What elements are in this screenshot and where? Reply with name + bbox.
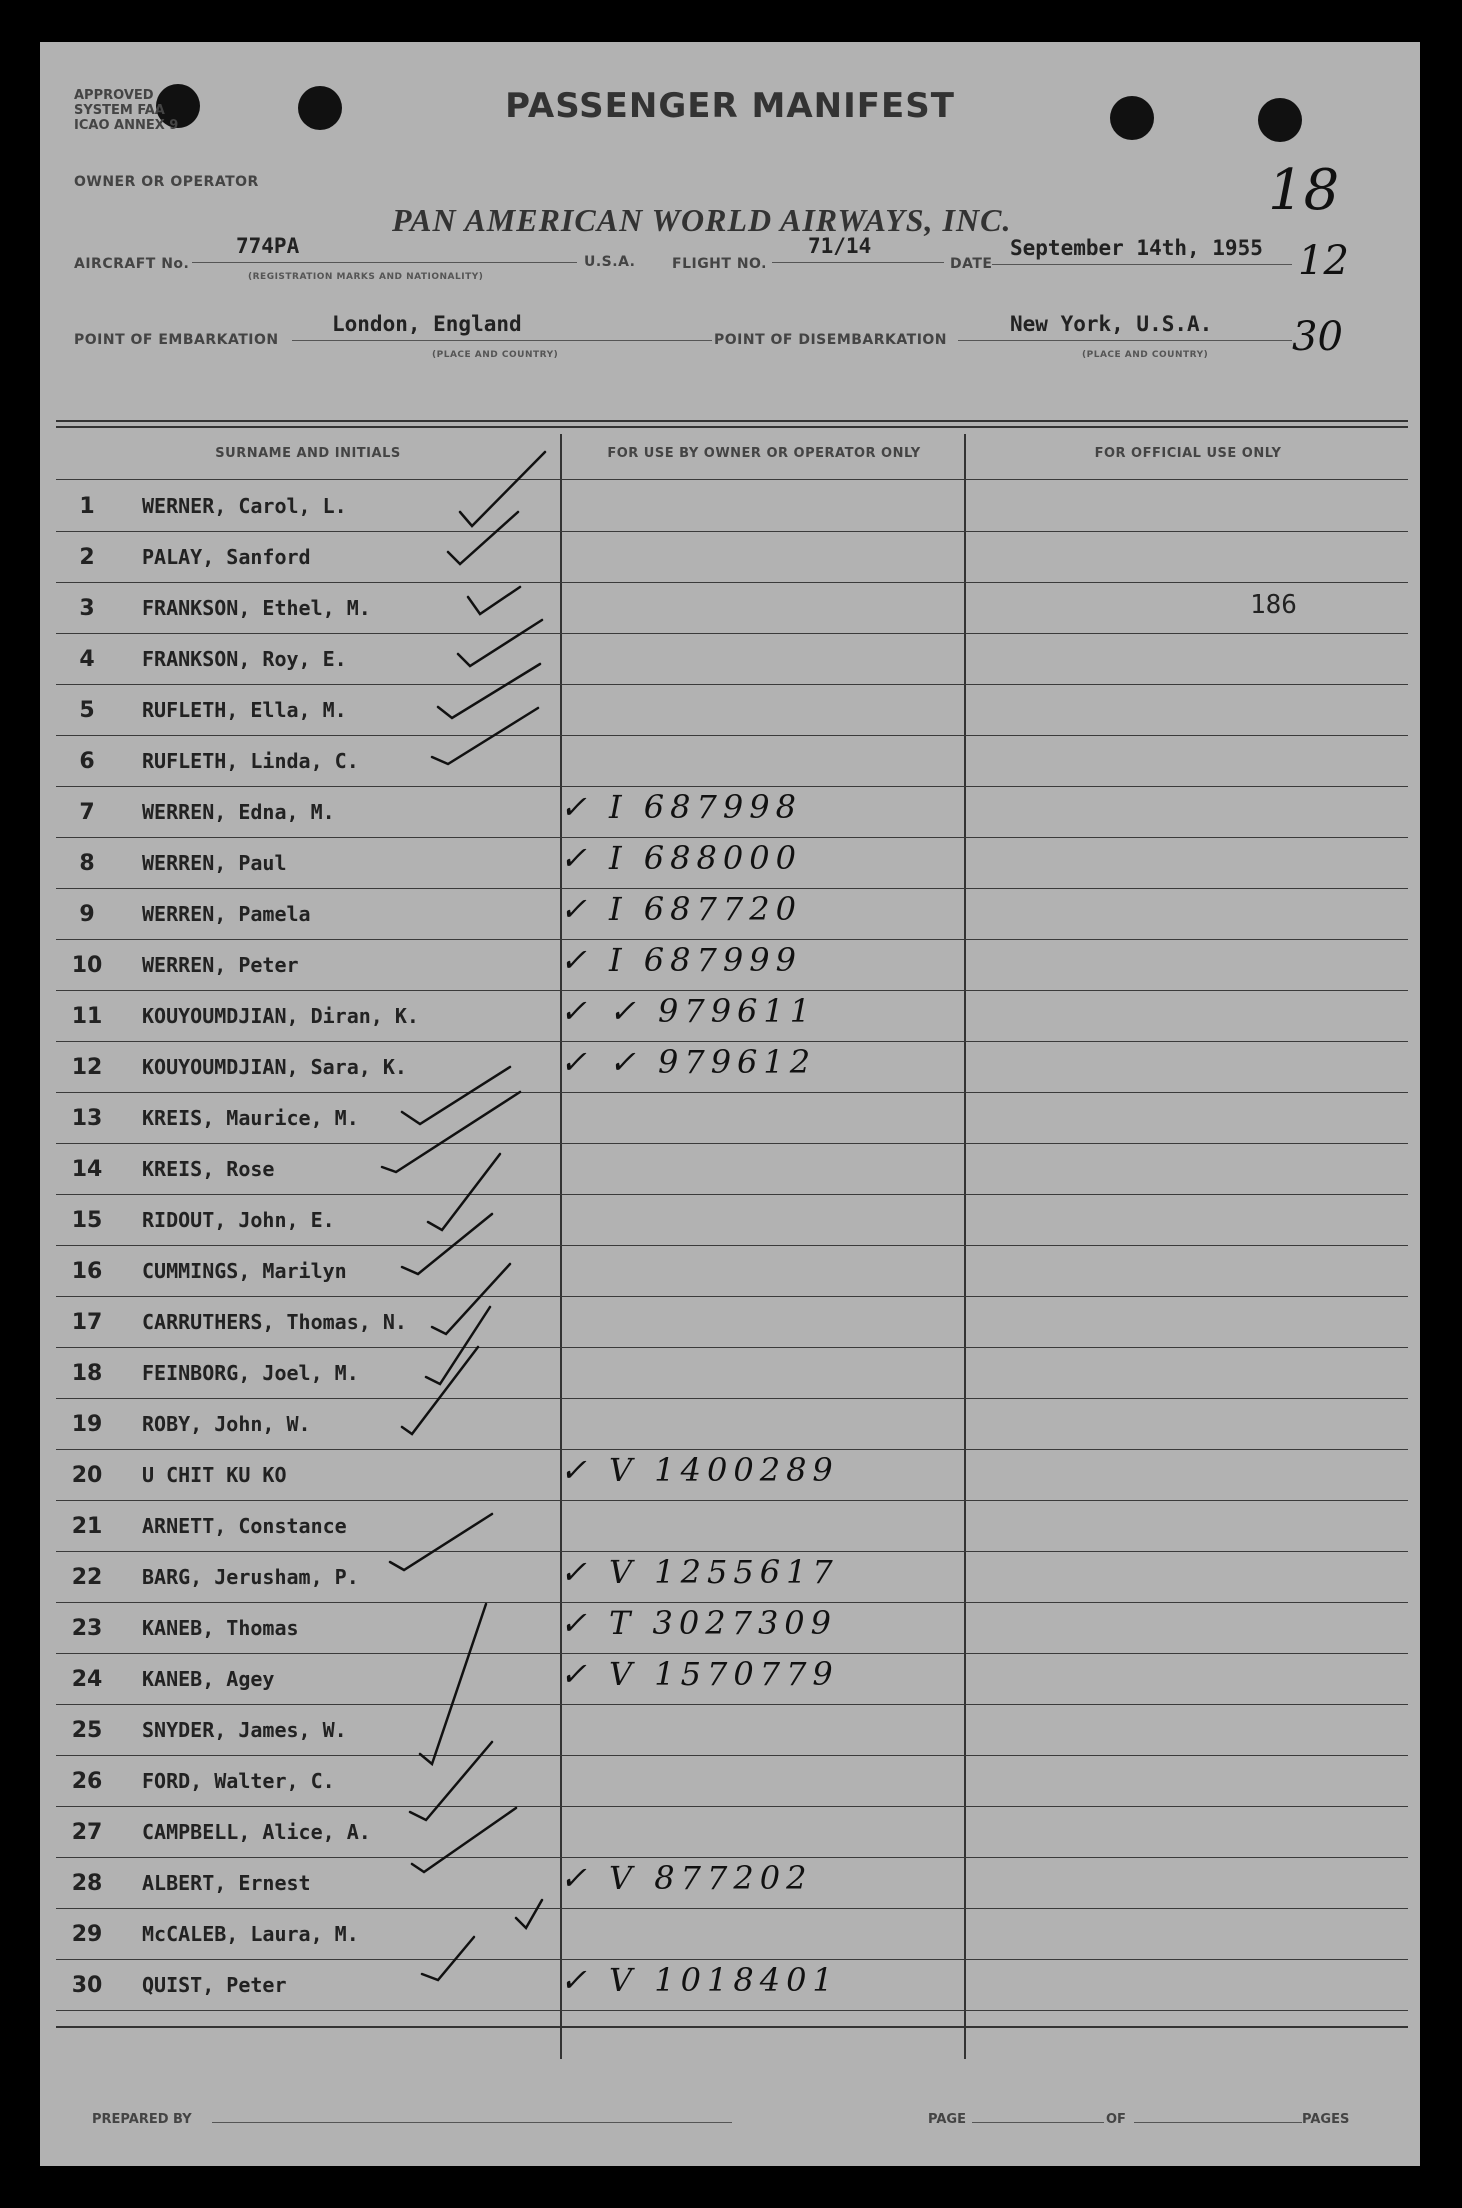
row-number: 5 — [79, 698, 95, 723]
row-number: 3 — [79, 596, 95, 621]
check-marks — [40, 42, 1420, 2166]
row-number: 14 — [71, 1157, 103, 1182]
passenger-name: RUFLETH, Linda, C. — [142, 749, 359, 773]
operator-entry: ✓ V 1255617 — [560, 1553, 839, 1591]
passenger-name: KANEB, Thomas — [142, 1616, 299, 1640]
aircraft-value: 774PA — [236, 234, 300, 258]
operator-entry: ✓ V 1400289 — [560, 1451, 839, 1489]
row-number: 4 — [79, 647, 95, 672]
page-title: PASSENGER MANIFEST — [505, 86, 955, 126]
operator-entry: ✓ ✓ 979611 — [560, 992, 817, 1030]
disembark-value: New York, U.S.A. — [1010, 312, 1213, 336]
owner-name: PAN AMERICAN WORLD AIRWAYS, INC. — [392, 202, 1012, 238]
form-code-line: SYSTEM FAA — [74, 103, 165, 118]
disembark-sub: (PLACE AND COUNTRY) — [1082, 350, 1209, 360]
owner-label: OWNER OR OPERATOR — [74, 174, 259, 190]
passenger-name: KOUYOUMDJIAN, Sara, K. — [142, 1055, 407, 1079]
date-value: September 14th, 1955 — [1010, 236, 1263, 260]
row-number: 12 — [71, 1055, 103, 1080]
passenger-name: BARG, Jerusham, P. — [142, 1565, 359, 1589]
row-number: 9 — [79, 902, 95, 927]
row-number: 24 — [71, 1667, 103, 1692]
date-label: DATE — [950, 256, 993, 272]
passenger-name: WERREN, Paul — [142, 851, 287, 875]
passenger-name: WERREN, Edna, M. — [142, 800, 335, 824]
flight-label: FLIGHT NO. — [672, 256, 767, 272]
embark-sub: (PLACE AND COUNTRY) — [432, 350, 559, 360]
official-entry: 186 — [1250, 590, 1297, 620]
operator-entry: ✓ I 687998 — [560, 788, 802, 826]
passenger-name: SNYDER, James, W. — [142, 1718, 347, 1742]
operator-entry: ✓ I 688000 — [560, 839, 802, 877]
disembark-label: POINT OF DISEMBARKATION — [714, 332, 948, 348]
handwritten-number: 12 — [1298, 238, 1349, 284]
handwritten-number: 30 — [1292, 314, 1343, 360]
flight-value: 71/14 — [808, 234, 872, 258]
row-number: 7 — [79, 800, 95, 825]
handwritten-number: 18 — [1268, 158, 1340, 223]
form-code-line: ICAO ANNEX 9 — [74, 118, 179, 133]
passenger-name: CAMPBELL, Alice, A. — [142, 1820, 371, 1844]
row-number: 22 — [71, 1565, 103, 1590]
row-number: 8 — [79, 851, 95, 876]
operator-entry: ✓ I 687999 — [560, 941, 802, 979]
operator-entry: ✓ V 1018401 — [560, 1961, 839, 1999]
row-number: 30 — [71, 1973, 103, 1998]
operator-entry: ✓ V 1570779 — [560, 1655, 839, 1693]
operator-entry: ✓ V 877202 — [560, 1859, 813, 1897]
operator-entry: ✓ I 687720 — [560, 890, 802, 928]
passenger-name: KREIS, Rose — [142, 1157, 275, 1181]
row-number: 17 — [71, 1310, 103, 1335]
page-label: PAGE — [928, 2112, 966, 2127]
prepared-by-label: PREPARED BY — [92, 2112, 192, 2127]
column-header-surname: SURNAME AND INITIALS — [215, 446, 401, 461]
passenger-name: WERNER, Carol, L. — [142, 494, 347, 518]
of-label: OF — [1106, 2112, 1126, 2127]
passenger-name: FRANKSON, Roy, E. — [142, 647, 347, 671]
passenger-name: ROBY, John, W. — [142, 1412, 311, 1436]
row-number: 29 — [71, 1922, 103, 1947]
row-number: 6 — [79, 749, 95, 774]
passenger-name: RIDOUT, John, E. — [142, 1208, 335, 1232]
passenger-name: ALBERT, Ernest — [142, 1871, 311, 1895]
row-number: 13 — [71, 1106, 103, 1131]
row-number: 28 — [71, 1871, 103, 1896]
passenger-name: RUFLETH, Ella, M. — [142, 698, 347, 722]
embark-value: London, England — [332, 312, 522, 336]
operator-entry: ✓ ✓ 979612 — [560, 1043, 817, 1081]
column-header-official-use: FOR OFFICIAL USE ONLY — [1094, 446, 1282, 461]
aircraft-label: AIRCRAFT No. — [74, 256, 190, 272]
passenger-name: KREIS, Maurice, M. — [142, 1106, 359, 1130]
passenger-name: KANEB, Agey — [142, 1667, 275, 1691]
operator-entry: ✓ T 3027309 — [560, 1604, 838, 1642]
row-number: 10 — [71, 953, 103, 978]
row-number: 21 — [71, 1514, 103, 1539]
passenger-name: CARRUTHERS, Thomas, N. — [142, 1310, 407, 1334]
passenger-name: CUMMINGS, Marilyn — [142, 1259, 347, 1283]
manifest-sheet — [40, 42, 1420, 2166]
passenger-name: ARNETT, Constance — [142, 1514, 347, 1538]
passenger-name: KOUYOUMDJIAN, Diran, K. — [142, 1004, 419, 1028]
passenger-name: U CHIT KU KO — [142, 1463, 287, 1487]
row-number: 16 — [71, 1259, 103, 1284]
row-number: 20 — [71, 1463, 103, 1488]
row-number: 18 — [71, 1361, 103, 1386]
row-number: 27 — [71, 1820, 103, 1845]
row-number: 1 — [79, 494, 95, 519]
embark-label: POINT OF EMBARKATION — [74, 332, 279, 348]
pages-label: PAGES — [1302, 2112, 1350, 2127]
passenger-name: FORD, Walter, C. — [142, 1769, 335, 1793]
passenger-name: McCALEB, Laura, M. — [142, 1922, 359, 1946]
passenger-name: FRANKSON, Ethel, M. — [142, 596, 371, 620]
row-number: 19 — [71, 1412, 103, 1437]
row-number: 2 — [79, 545, 95, 570]
column-header-owner-use: FOR USE BY OWNER OR OPERATOR ONLY — [607, 446, 921, 461]
row-number: 25 — [71, 1718, 103, 1743]
passenger-name: FEINBORG, Joel, M. — [142, 1361, 359, 1385]
passenger-name: WERREN, Pamela — [142, 902, 311, 926]
aircraft-sub: (REGISTRATION MARKS AND NATIONALITY) — [248, 272, 484, 282]
passenger-name: QUIST, Peter — [142, 1973, 287, 1997]
row-number: 26 — [71, 1769, 103, 1794]
form-code-line: APPROVED — [74, 88, 154, 103]
passenger-name: PALAY, Sanford — [142, 545, 311, 569]
row-number: 11 — [71, 1004, 103, 1029]
row-number: 23 — [71, 1616, 103, 1641]
row-number: 15 — [71, 1208, 103, 1233]
usa-label: U.S.A. — [584, 254, 636, 270]
passenger-name: WERREN, Peter — [142, 953, 299, 977]
